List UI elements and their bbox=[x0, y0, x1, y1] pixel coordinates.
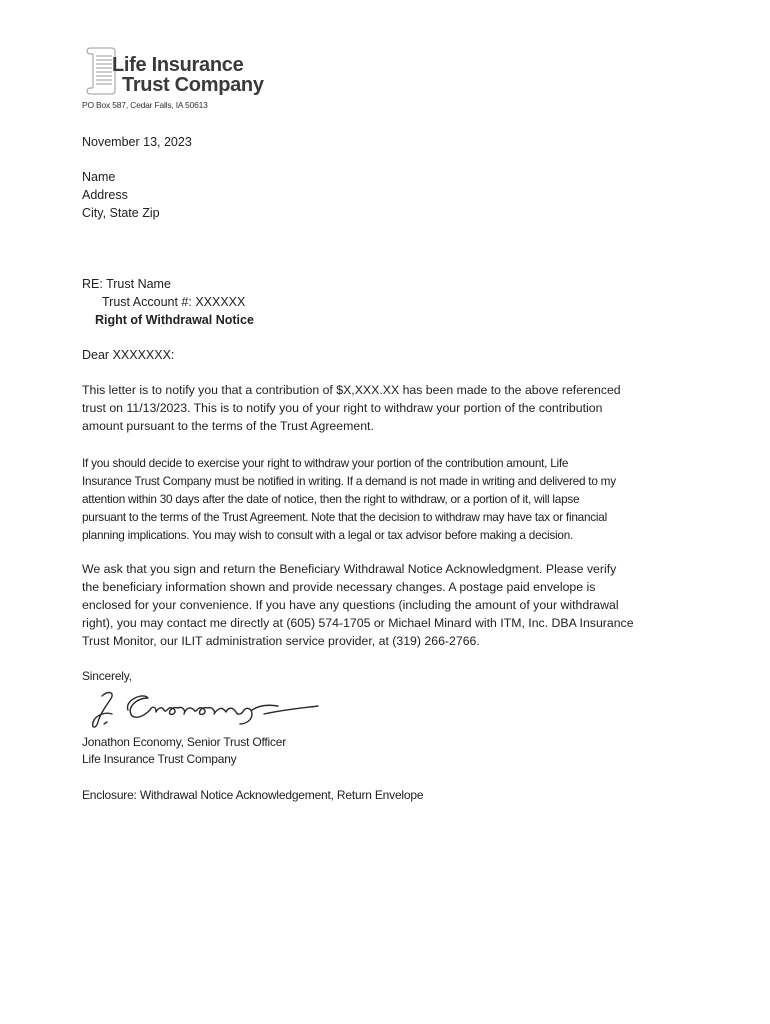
company-logo bbox=[85, 44, 285, 96]
re-trust-name: RE: Trust Name bbox=[82, 277, 171, 291]
company-name-line2: Trust Company bbox=[122, 74, 264, 96]
paragraph-line: right), you may contact me directly at (605) 574-1705 or Michael Minard with ITM, Inc. DBA Insurance bbox=[82, 616, 634, 630]
signer-name-title: Jonathon Economy, Senior Trust Officer bbox=[82, 735, 287, 749]
paragraph-line: We ask that you sign and return the Beneficiary Withdrawal Notice Acknowledgment. Please verify bbox=[82, 562, 617, 576]
paragraph-line: This letter is to notify you that a contribution of $X,XXX.XX has been made to the above referenced bbox=[82, 383, 621, 397]
re-notice-title: Right of Withdrawal Notice bbox=[95, 313, 254, 327]
handwritten-signature bbox=[86, 684, 336, 736]
paragraph-line: enclosed for your convenience. If you have any questions (including the amount of your withdrawal bbox=[82, 598, 619, 612]
salutation: Dear XXXXXXX: bbox=[82, 348, 175, 362]
recipient-name: Name bbox=[82, 170, 116, 184]
paragraph-line: attention within 30 days after the date of notice, then the right to withdraw, or a portion of it, will lapse bbox=[82, 492, 580, 506]
closing: Sincerely, bbox=[82, 669, 132, 683]
paragraph-line: planning implications. You may wish to consult with a legal or tax advisor before making a decision. bbox=[82, 528, 574, 542]
company-name-line1: Life Insurance bbox=[112, 54, 244, 76]
recipient-city-state-zip: City, State Zip bbox=[82, 206, 160, 220]
letter-date: November 13, 2023 bbox=[82, 135, 192, 149]
company-address: PO Box 587, Cedar Falls, IA 50613 bbox=[82, 100, 208, 110]
paragraph-line: the beneficiary information shown and provide necessary changes. A postage paid envelope is bbox=[82, 580, 596, 594]
recipient-address: Address bbox=[82, 188, 128, 202]
paragraph-line: If you should decide to exercise your right to withdraw your portion of the contribution amount, Life bbox=[82, 456, 569, 470]
paragraph-line: trust on 11/13/2023. This is to notify you of your right to withdraw your portion of the contribution bbox=[82, 401, 603, 415]
signer-company: Life Insurance Trust Company bbox=[82, 752, 237, 766]
paragraph-1 bbox=[82, 381, 692, 435]
paragraph-line: amount pursuant to the terms of the Trust Agreement. bbox=[82, 419, 374, 433]
enclosure-line: Enclosure: Withdrawal Notice Acknowledgement, Return Envelope bbox=[82, 788, 424, 802]
paragraph-line: pursuant to the terms of the Trust Agreement. Note that the decision to withdraw may have tax or financial bbox=[82, 510, 607, 524]
paragraph-line: Trust Monitor, our ILIT administration service provider, at (319) 266-2766. bbox=[82, 634, 480, 648]
paragraph-2 bbox=[82, 454, 692, 544]
paragraph-3 bbox=[82, 560, 692, 650]
paragraph-line: Insurance Trust Company must be notified in writing. If a demand is not made in writing and delivered to my bbox=[82, 474, 616, 488]
re-trust-account: Trust Account #: XXXXXX bbox=[102, 295, 246, 309]
